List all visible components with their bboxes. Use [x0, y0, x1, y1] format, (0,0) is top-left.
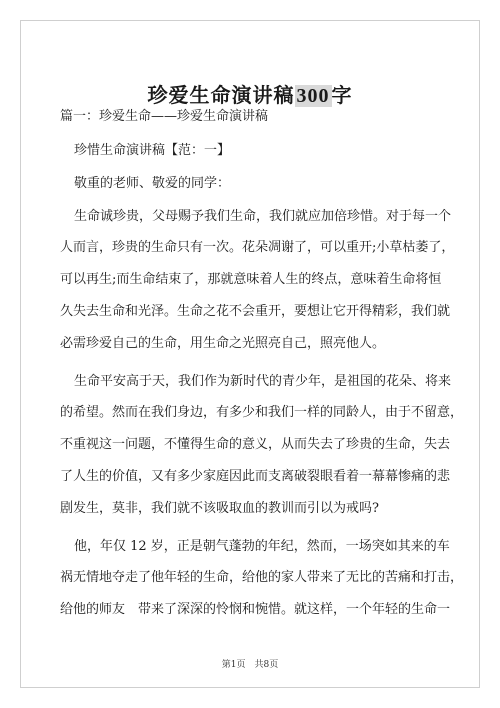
salutation: 敬重的老师、敬爱的同学： [74, 176, 231, 191]
paragraph-line: 祸无情地夺走了他年轻的生命，给他的家人带来了无比的苦痛和打击， [60, 570, 464, 585]
paragraph-line: 久失去生命和光泽。生命之花不会重开，要想让它开得精彩，我们就 [60, 304, 451, 319]
paragraph-line: 的希望。然而在我们身边，有多少和我们一样的同龄人，由于不留意， [60, 405, 464, 420]
paragraph-line: 给他的师友 带来了深深的怜悯和惋惜。就这样，一个年轻的生命一 [60, 602, 451, 617]
title-block [21, 79, 479, 108]
sub-heading: 珍惜生命演讲稿【范：一】 [74, 143, 231, 158]
title-suffix: 字 [331, 83, 353, 107]
paragraph-line: 生命诚珍贵，父母赐予我们生命，我们就应加倍珍惜。对于每一个 [74, 209, 452, 224]
title-text: 珍爱生命演讲稿 [147, 83, 295, 107]
page-footer: 第1页 共8页 [221, 660, 279, 670]
paragraph-line: 生命平安高于天，我们作为新时代的青少年，是祖国的花朵、将来 [74, 374, 452, 389]
paragraph-line: 不重视这一问题，不懂得生命的意义，从而失去了珍贵的生命，失去 [60, 437, 451, 452]
title-number-highlight: 300 [296, 85, 330, 107]
section-heading: 篇一：珍爱生命——珍爱生命演讲稿 [60, 109, 269, 124]
paragraph-line: 可以再生;而生命结束了，那就意味着人生的终点，意味着生命将恒 [60, 272, 442, 287]
paragraph-line: 剧发生，莫非，我们就不该吸取血的教训而引以为戒吗? [60, 501, 379, 516]
page-title [146, 79, 355, 108]
paragraph-line: 必需珍爱自己的生命，用生命之光照亮自己，照亮他人。 [60, 336, 386, 351]
paragraph-line: 了人生的价值，又有多少家庭因此而支离破裂眼看着一幕幕惨痛的悲 [60, 469, 451, 484]
paragraph-line: 人而言，珍贵的生命只有一次。花朵凋谢了，可以重开;小草枯萎了， [60, 240, 455, 255]
paragraph-line: 他，年仅 12 岁，正是朝气蓬勃的年纪，然而，一场突如其来的车 [74, 539, 450, 554]
